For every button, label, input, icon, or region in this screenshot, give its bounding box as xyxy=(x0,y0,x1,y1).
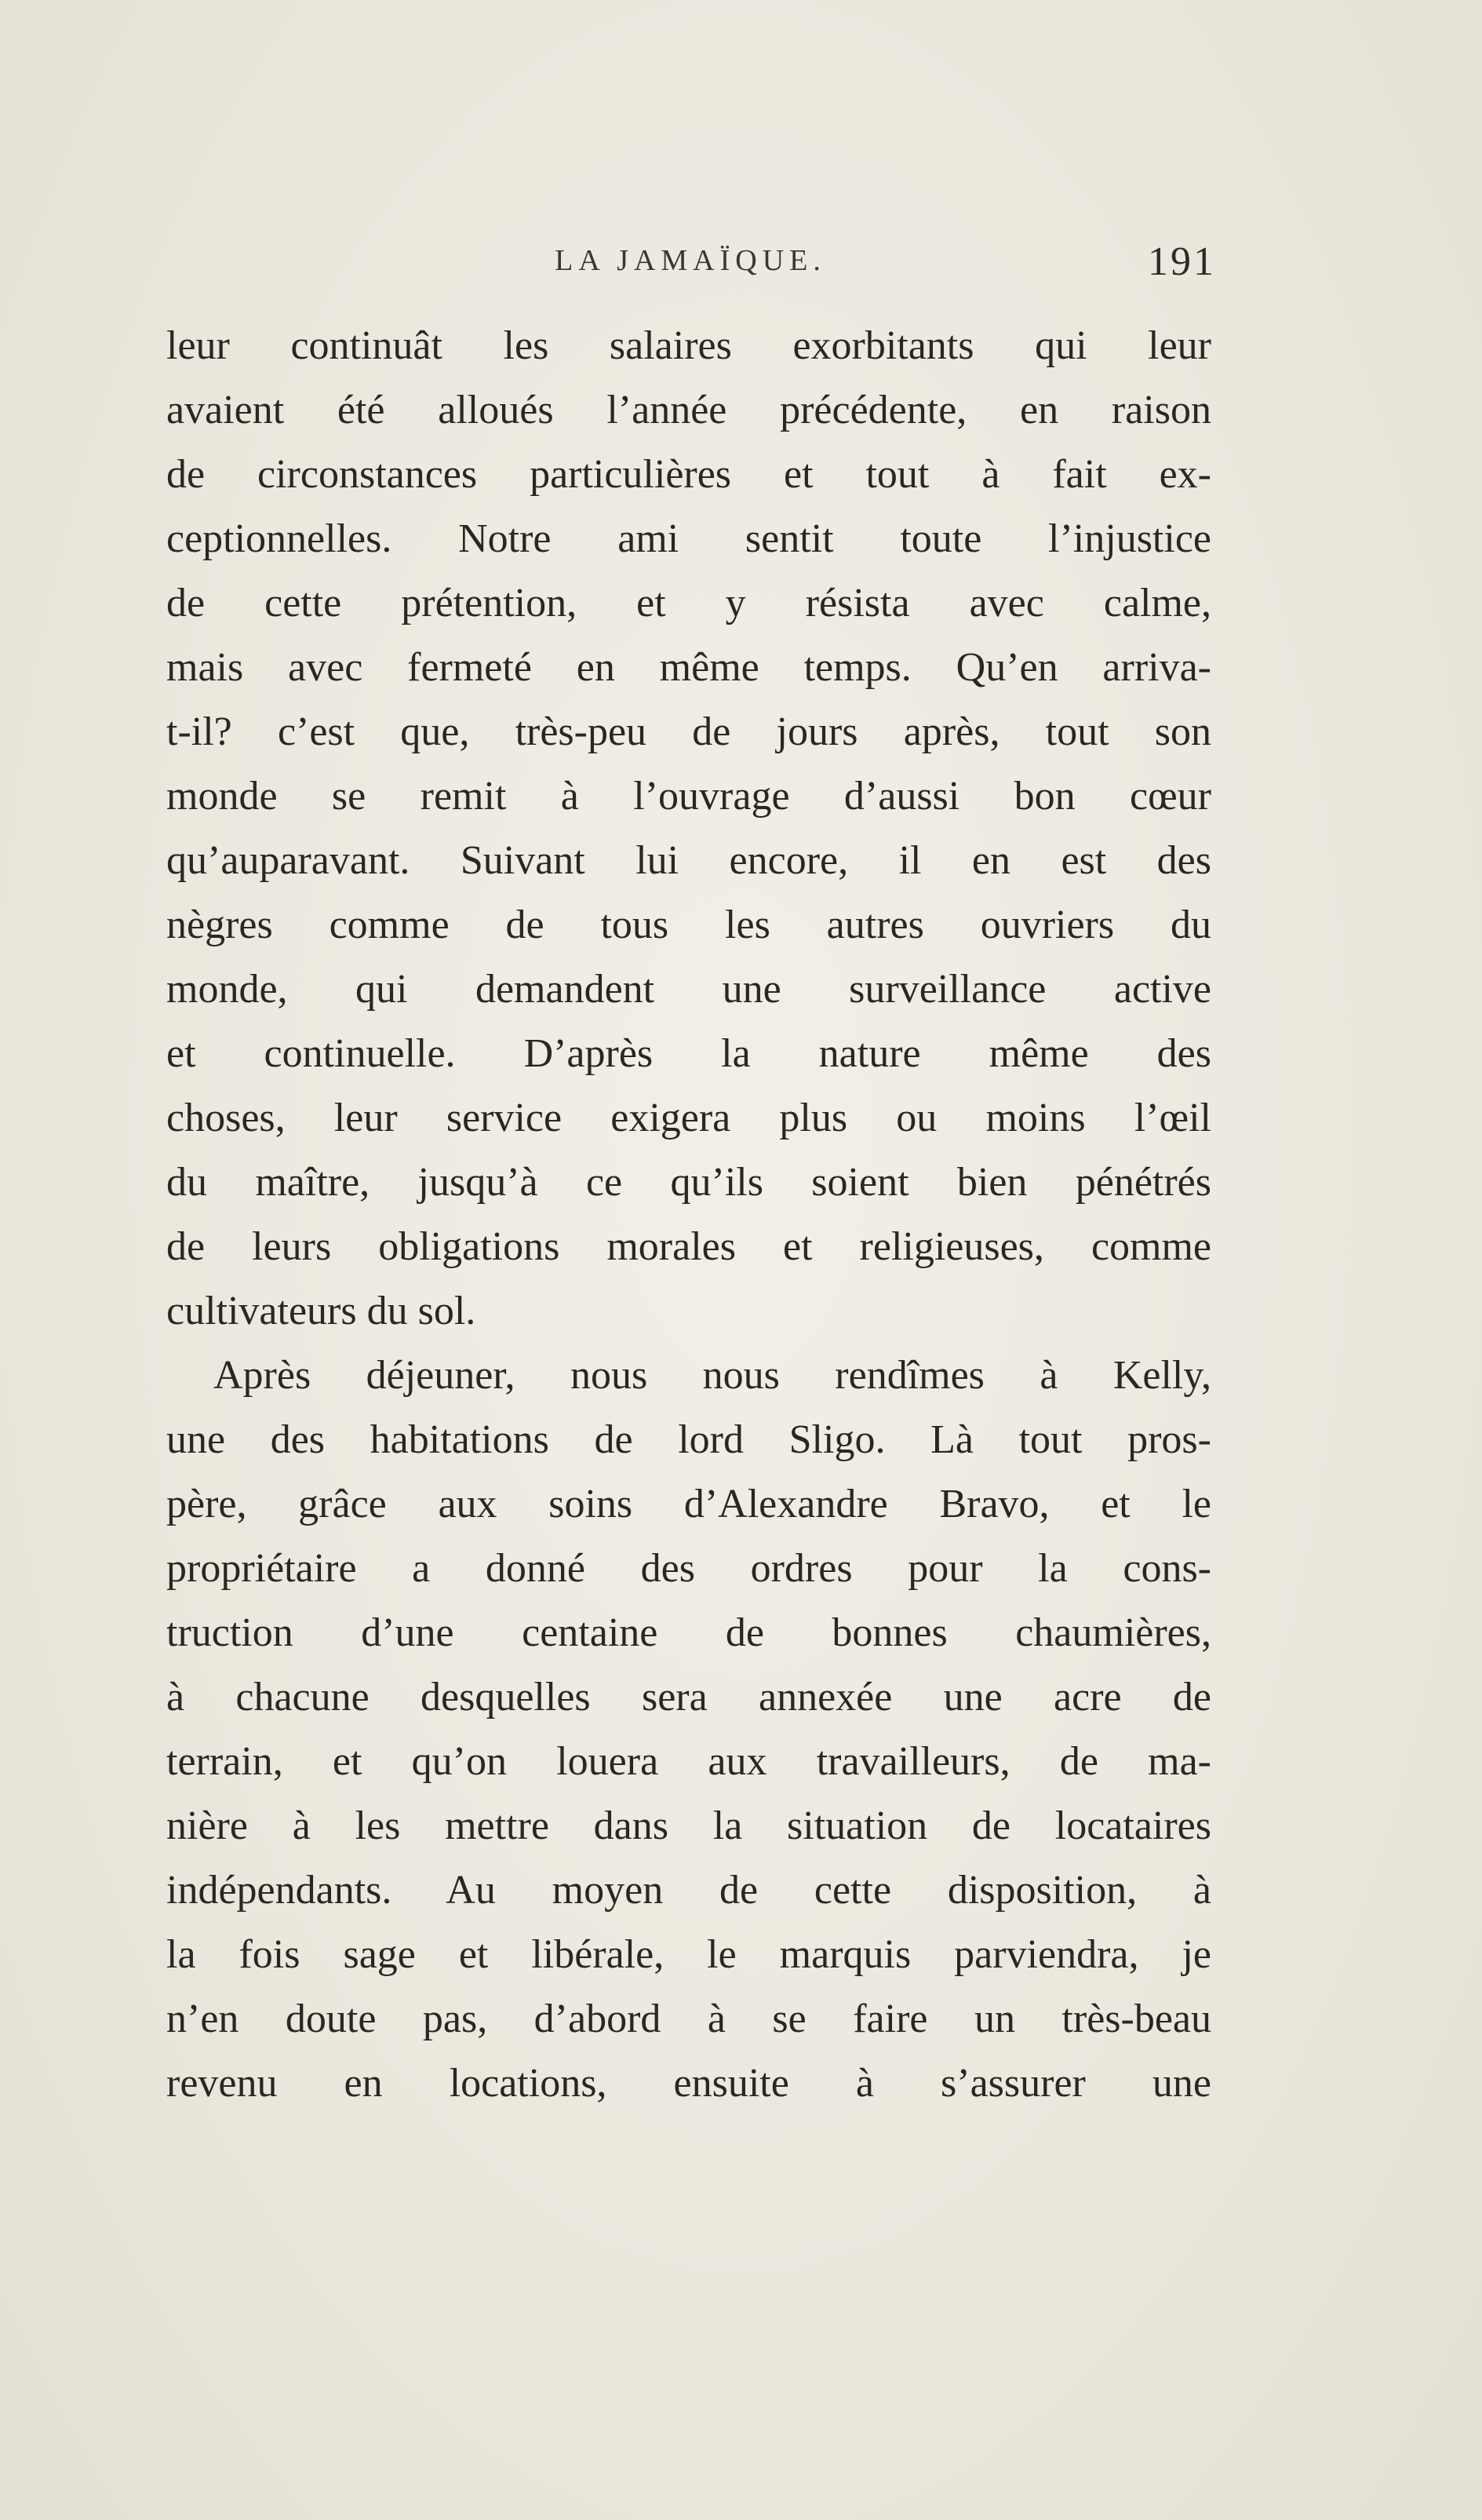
running-title: LA JAMAÏQUE. xyxy=(555,244,826,277)
text-line: père, grâce aux soins d’Alexandre Bravo, et le xyxy=(166,1482,1211,1526)
paragraph-1 xyxy=(166,314,1211,1344)
body-text xyxy=(166,314,1211,2116)
text-line: avaient été alloués l’année précédente, en raison xyxy=(166,388,1211,432)
text-line: et continuelle. D’après la nature même des xyxy=(166,1031,1211,1076)
text-line: choses, leur service exigera plus ou moins l’œil xyxy=(166,1096,1211,1140)
text-line: truction d’une centaine de bonnes chaumières, xyxy=(166,1610,1211,1655)
text-line: de cette prétention, et y résista avec calme, xyxy=(166,581,1211,625)
text-line: nière à les mettre dans la situation de locataires xyxy=(166,1803,1211,1848)
text-line: de circonstances particulières et tout à fait ex- xyxy=(166,452,1211,497)
running-head xyxy=(165,239,1216,290)
paragraph-2 xyxy=(166,1344,1211,2116)
text-line: propriétaire a donné des ordres pour la cons- xyxy=(166,1546,1211,1591)
text-line: à chacune desquelles sera annexée une acre de xyxy=(166,1675,1211,1720)
text-line: de leurs obligations morales et religieuses, comme xyxy=(166,1224,1211,1269)
text-line: leur continuât les salaires exorbitants qui leur xyxy=(166,323,1211,368)
text-line: terrain, et qu’on louera aux travailleurs, de ma- xyxy=(166,1739,1211,1784)
text-line: une des habitations de lord Sligo. Là tout pros- xyxy=(166,1417,1211,1462)
text-line: indépendants. Au moyen de cette disposition, à xyxy=(166,1868,1211,1913)
page-number: 191 xyxy=(1148,239,1216,284)
text-line: qu’auparavant. Suivant lui encore, il en est des xyxy=(166,838,1211,883)
text-line: Après déjeuner, nous nous rendîmes à Kelly, xyxy=(213,1353,1211,1398)
text-line: mais avec fermeté en même temps. Qu’en arriva- xyxy=(166,645,1211,690)
text-line: n’en doute pas, d’abord à se faire un très-beau xyxy=(166,1997,1211,2041)
text-line: la fois sage et libérale, le marquis parviendra, je xyxy=(166,1932,1211,1977)
text-line: monde, qui demandent une surveillance active xyxy=(166,967,1211,1012)
text-line: cultivateurs du sol. xyxy=(166,1289,476,1333)
text-line: du maître, jusqu’à ce qu’ils soient bien pénétrés xyxy=(166,1160,1211,1205)
text-line: ceptionnelles. Notre ami sentit toute l’injustice xyxy=(166,516,1211,561)
text-line: monde se remit à l’ouvrage d’aussi bon cœur xyxy=(166,774,1211,819)
text-line: nègres comme de tous les autres ouvriers du xyxy=(166,903,1211,947)
text-line: t-il? c’est que, très-peu de jours après, tout son xyxy=(166,709,1211,754)
text-line: revenu en locations, ensuite à s’assurer une xyxy=(166,2061,1211,2106)
